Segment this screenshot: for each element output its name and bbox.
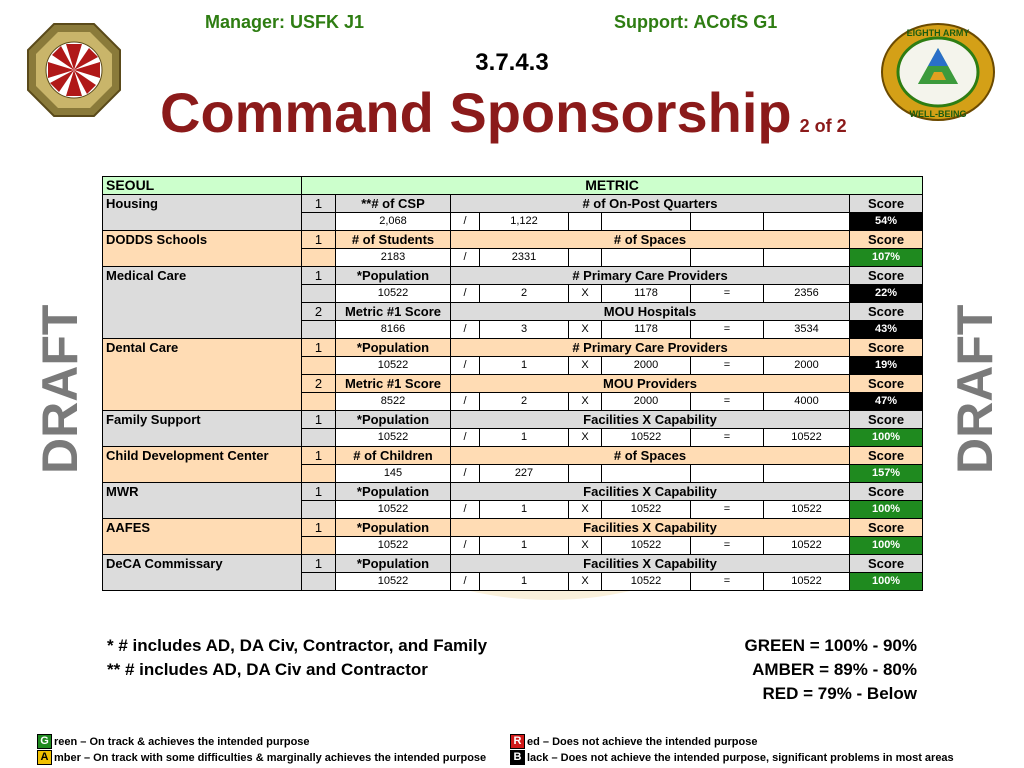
threshold-amber: AMBER = 89% - 80% [752,660,917,679]
score-status-badge: 22% [850,285,923,303]
metric-index: 1 [302,195,336,213]
numerator-value: 10522 [336,573,451,591]
footnote-csp: ** # includes AD, DA Civ and Contractor [107,660,428,679]
score-status-badge: 100% [850,573,923,591]
seal-bottom-text: WELL-BEING [909,109,967,119]
legend-amber-text: mber – On track with some difficulties & marginally achieves the intended purpose [54,751,487,764]
equals-operator: = [691,321,764,339]
result-value: 4000 [764,393,850,411]
result-value: 10522 [764,537,850,555]
denominator-value: 227 [480,465,569,483]
multiply-operator [569,213,602,231]
numerator-label: **# of CSP [336,195,451,213]
numerator-value: 2,068 [336,213,451,231]
numerator-label: *Population [336,267,451,285]
denominator-label: Facilities X Capability [451,411,850,429]
multiply-operator: X [569,393,602,411]
legend-green [37,734,310,749]
legend-green-box: G [37,734,52,749]
equals-operator: = [691,501,764,519]
equals-operator: = [691,357,764,375]
numerator-label: *Population [336,519,451,537]
capability-value [602,465,691,483]
draft-watermark-left: DRAFT [32,304,88,474]
result-value: 2000 [764,357,850,375]
score-status-badge: 100% [850,429,923,447]
divide-operator: / [451,357,480,375]
blank-cell [302,321,336,339]
score-label: Score [850,483,923,501]
denominator-value: 2331 [480,249,569,267]
category-label: DODDS Schools [103,231,302,267]
legend-amber [37,750,486,765]
category-label: Housing [103,195,302,231]
multiply-operator: X [569,501,602,519]
result-value [764,249,850,267]
denominator-value: 1,122 [480,213,569,231]
threshold-green: GREEN = 100% - 90% [744,636,917,655]
category-label: AAFES [103,519,302,555]
divide-operator: / [451,537,480,555]
score-status-badge: 107% [850,249,923,267]
blank-cell [302,357,336,375]
denominator-label: # of Spaces [451,447,850,465]
score-status-badge: 100% [850,537,923,555]
result-value: 3534 [764,321,850,339]
score-label: Score [850,411,923,429]
divide-operator: / [451,573,480,591]
legend-red-text: ed – Does not achieve the intended purpose [527,735,758,748]
category-label: Dental Care [103,339,302,411]
capability-value: 2000 [602,393,691,411]
divide-operator: / [451,393,480,411]
category-label: Medical Care [103,267,302,339]
denominator-value: 3 [480,321,569,339]
metric-index: 1 [302,519,336,537]
score-status-badge: 19% [850,357,923,375]
capability-value: 2000 [602,357,691,375]
blank-cell [302,537,336,555]
blank-cell [302,501,336,519]
capability-value: 1178 [602,285,691,303]
numerator-value: 10522 [336,357,451,375]
multiply-operator [569,249,602,267]
result-value [764,465,850,483]
metric-label-row [103,231,923,249]
numerator-value: 10522 [336,537,451,555]
denominator-value: 1 [480,501,569,519]
region-header: SEOUL [103,177,302,195]
metric-index: 1 [302,483,336,501]
denominator-label: # of Spaces [451,231,850,249]
metric-label-row [103,555,923,573]
denominator-label: # Primary Care Providers [451,267,850,285]
divide-operator: / [451,321,480,339]
numerator-label: *Population [336,339,451,357]
result-value: 10522 [764,429,850,447]
metric-label-row [103,519,923,537]
numerator-value: 8166 [336,321,451,339]
metric-index: 2 [302,303,336,321]
blank-cell [302,249,336,267]
legend-black-text: lack – Does not achieve the intended purpose, significant problems in most areas [527,751,954,764]
section-number: 3.7.4.3 [475,49,549,76]
blank-cell [302,429,336,447]
numerator-value: 10522 [336,501,451,519]
denominator-label: Facilities X Capability [451,483,850,501]
divide-operator: / [451,213,480,231]
score-status-badge: 47% [850,393,923,411]
multiply-operator: X [569,537,602,555]
metric-index: 1 [302,447,336,465]
capability-value: 10522 [602,429,691,447]
score-label: Score [850,339,923,357]
blank-cell [302,393,336,411]
metric-table [102,176,923,591]
legend-amber-box: A [37,750,52,765]
metric-label-row [103,411,923,429]
eighth-army-well-being-seal-icon [880,22,996,122]
multiply-operator: X [569,357,602,375]
category-label: Child Development Center [103,447,302,483]
multiply-operator: X [569,573,602,591]
seal-top-text: EIGHTH ARMY [906,28,970,38]
capability-value [602,249,691,267]
score-label: Score [850,519,923,537]
result-value: 10522 [764,573,850,591]
legend-green-text: reen – On track & achieves the intended purpose [54,735,310,748]
numerator-label: Metric #1 Score [336,303,451,321]
score-label: Score [850,447,923,465]
legend-red-box: R [510,734,525,749]
blank-cell [302,573,336,591]
capability-value: 10522 [602,501,691,519]
metric-index: 1 [302,339,336,357]
numerator-value: 8522 [336,393,451,411]
metric-index: 2 [302,375,336,393]
title-text: Command Sponsorship [160,81,792,144]
score-label: Score [850,375,923,393]
blank-cell [302,213,336,231]
score-label: Score [850,195,923,213]
denominator-value: 2 [480,393,569,411]
support-label: Support: ACofS G1 [614,12,778,32]
category-label: Family Support [103,411,302,447]
equals-operator [691,249,764,267]
denominator-label: Facilities X Capability [451,519,850,537]
denominator-label: Facilities X Capability [451,555,850,573]
score-status-badge: 157% [850,465,923,483]
denominator-value: 1 [480,357,569,375]
multiply-operator: X [569,321,602,339]
metric-label-row [103,339,923,357]
category-label: DeCA Commissary [103,555,302,591]
metric-index: 1 [302,411,336,429]
score-label: Score [850,555,923,573]
metric-header: METRIC [302,177,923,195]
equals-operator: = [691,573,764,591]
numerator-label: # of Children [336,447,451,465]
numerator-label: Metric #1 Score [336,375,451,393]
threshold-red: RED = 79% - Below [762,684,917,703]
multiply-operator [569,465,602,483]
divide-operator: / [451,465,480,483]
equals-operator: = [691,285,764,303]
denominator-value: 1 [480,429,569,447]
denominator-value: 1 [480,573,569,591]
legend-black [510,750,954,765]
equals-operator: = [691,429,764,447]
denominator-label: # of On-Post Quarters [451,195,850,213]
equals-operator [691,213,764,231]
metric-index: 1 [302,231,336,249]
metric-label-row [103,447,923,465]
numerator-label: *Population [336,411,451,429]
legend-black-box: B [510,750,525,765]
capability-value: 10522 [602,537,691,555]
denominator-label: # Primary Care Providers [451,339,850,357]
score-label: Score [850,303,923,321]
metric-label-row [103,195,923,213]
result-value: 2356 [764,285,850,303]
score-status-badge: 54% [850,213,923,231]
multiply-operator: X [569,285,602,303]
result-value: 10522 [764,501,850,519]
capability-value: 10522 [602,573,691,591]
footnote-population: * # includes AD, DA Civ, Contractor, and Family [107,636,488,655]
numerator-value: 10522 [336,285,451,303]
denominator-label: MOU Providers [451,375,850,393]
divide-operator: / [451,285,480,303]
metric-index: 1 [302,555,336,573]
divide-operator: / [451,501,480,519]
metric-label-row [103,483,923,501]
numerator-value: 10522 [336,429,451,447]
category-label: MWR [103,483,302,519]
score-label: Score [850,267,923,285]
divide-operator: / [451,249,480,267]
numerator-label: # of Students [336,231,451,249]
equals-operator: = [691,393,764,411]
metric-index: 1 [302,267,336,285]
equals-operator [691,465,764,483]
capability-value [602,213,691,231]
score-status-badge: 100% [850,501,923,519]
denominator-label: MOU Hospitals [451,303,850,321]
legend-red [510,734,757,749]
draft-watermark-right: DRAFT [947,304,1003,474]
capability-value: 1178 [602,321,691,339]
numerator-label: *Population [336,483,451,501]
numerator-value: 145 [336,465,451,483]
page-title [160,80,847,145]
score-status-badge: 43% [850,321,923,339]
result-value [764,213,850,231]
multiply-operator: X [569,429,602,447]
denominator-value: 1 [480,537,569,555]
denominator-value: 2 [480,285,569,303]
umbrella-crest-icon [26,22,122,118]
divide-operator: / [451,429,480,447]
blank-cell [302,465,336,483]
blank-cell [302,285,336,303]
score-label: Score [850,231,923,249]
page-indicator: 2 of 2 [799,116,847,136]
equals-operator: = [691,537,764,555]
metric-label-row [103,267,923,285]
manager-label: Manager: USFK J1 [205,12,365,32]
numerator-value: 2183 [336,249,451,267]
numerator-label: *Population [336,555,451,573]
